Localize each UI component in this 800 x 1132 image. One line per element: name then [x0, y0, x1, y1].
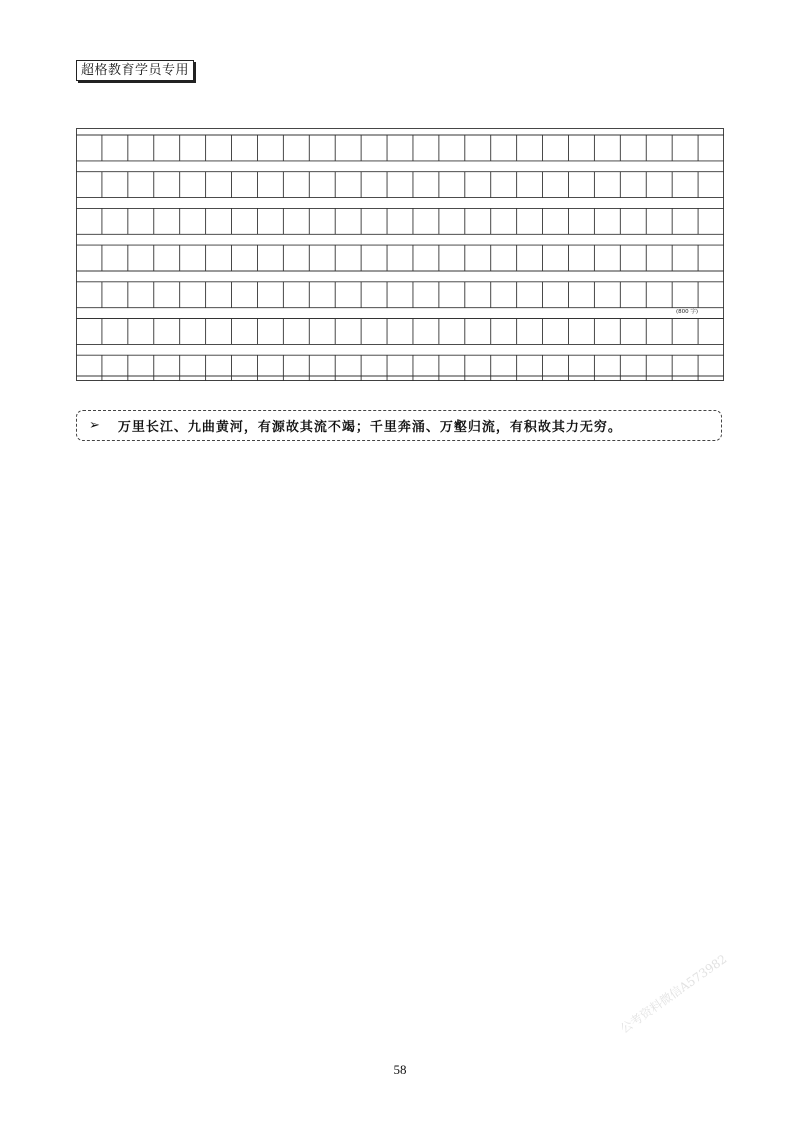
writing-grid — [76, 128, 724, 381]
header-tag — [76, 60, 194, 81]
quote-box — [76, 410, 722, 441]
quote-text: 万里长江、九曲黄河，有源故其流不竭；千里奔涌、万壑归流，有积故其力无穷。 — [117, 420, 622, 435]
arrowhead-bullet-icon: ➢ — [89, 418, 100, 433]
header-tag-label: 超格教育学员专用 — [81, 63, 190, 78]
watermark: 公考资料微信A573982 — [617, 951, 730, 1036]
writing-grid-svg — [76, 128, 724, 381]
page-number: 58 — [393, 1062, 407, 1077]
word-count-marker: (800 字) — [676, 309, 699, 316]
grid-outer-border — [77, 129, 724, 381]
